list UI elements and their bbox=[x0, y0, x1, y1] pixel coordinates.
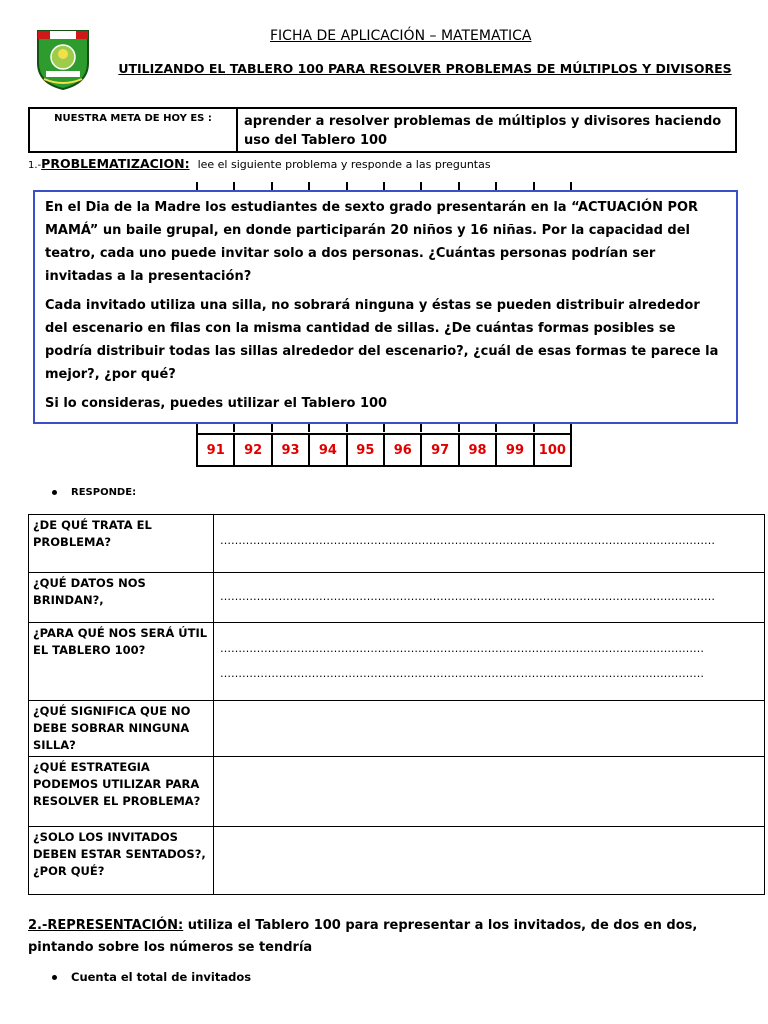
board-cell: 94 bbox=[310, 433, 347, 465]
answer-cell[interactable] bbox=[214, 623, 765, 701]
board-cell: 98 bbox=[460, 433, 497, 465]
section1-header bbox=[28, 156, 491, 171]
table-row bbox=[29, 515, 765, 573]
document-subtitle: UTILIZANDO EL TABLERO 100 PARA RESOLVER PROBLEMAS DE MÚLTIPLOS Y DIVISORES bbox=[118, 61, 732, 76]
question-cell: ¿QUÉ SIGNIFICA QUE NO DEBE SOBRAR NINGUNA SILLA? bbox=[29, 701, 214, 757]
table-row bbox=[29, 827, 765, 895]
responde-label: RESPONDE: bbox=[71, 487, 137, 498]
answer-cell[interactable] bbox=[214, 515, 765, 573]
board-last-row bbox=[196, 427, 572, 467]
table-row bbox=[29, 573, 765, 623]
section1-heading: PROBLEMATIZACION: bbox=[41, 156, 190, 171]
goal-text: aprender a resolver problemas de múltiplos y divisores haciendo uso del Tablero 100 bbox=[244, 114, 722, 148]
cuenta-label: Cuenta el total de invitados bbox=[71, 970, 252, 984]
goal-box bbox=[28, 107, 737, 153]
question-cell: ¿QUÉ DATOS NOS BRINDAN?, bbox=[29, 573, 214, 623]
responde-bullet bbox=[52, 487, 136, 498]
school-crest-logo bbox=[34, 27, 92, 91]
bullet-dot bbox=[52, 975, 57, 980]
section1-instruction: lee el siguiente problema y responde a las preguntas bbox=[197, 158, 491, 171]
board-cell: 95 bbox=[348, 433, 385, 465]
document-title: FICHA DE APLICACIÓN – MATEMATICA bbox=[270, 28, 532, 44]
question-cell: ¿DE QUÉ TRATA EL PROBLEMA? bbox=[29, 515, 214, 573]
board-cell: 92 bbox=[235, 433, 272, 465]
board-cell: 100 bbox=[535, 433, 570, 465]
problem-box bbox=[33, 190, 738, 424]
board-cell: 96 bbox=[385, 433, 422, 465]
board-cell: 91 bbox=[198, 433, 235, 465]
answer-dots: ……………………………………………………………………………………………………………………… bbox=[220, 534, 715, 547]
answer-dots: …………………………………………………………………………………………………………………… bbox=[220, 667, 704, 680]
answer-dots: ……………………………………………………………………………………………………………………… bbox=[220, 590, 715, 603]
answer-dots: …………………………………………………………………………………………………………………… bbox=[220, 642, 704, 655]
section1-number: 1.- bbox=[28, 160, 42, 171]
board-cell: 97 bbox=[422, 433, 459, 465]
question-cell: ¿QUÉ ESTRATEGIA PODEMOS UTILIZAR PARA RESOLVER EL PROBLEMA? bbox=[29, 757, 214, 827]
question-text-2: ¿POR QUÉ? bbox=[33, 864, 105, 878]
board-cell: 99 bbox=[497, 433, 534, 465]
answer-cell[interactable] bbox=[214, 827, 765, 895]
board-cell: 93 bbox=[273, 433, 310, 465]
goal-label: NUESTRA META DE HOY ES : bbox=[30, 109, 238, 151]
cuenta-bullet bbox=[52, 970, 251, 984]
problem-paragraph-1: En el Dia de la Madre los estudiantes de sexto grado presentarán en la “ACTUACIÓN POR MAMÁ” un baile grupal, en donde participarán 20 niños y 16 niñas. Por la capacidad del teatro, cada uno puede invitar solo a dos personas. ¿Cuántas personas podrían ser invitadas a la presentación? bbox=[45, 200, 699, 284]
table-row bbox=[29, 757, 765, 827]
question-text: ¿SOLO LOS INVITADOS DEBEN ESTAR SENTADOS?, bbox=[33, 830, 206, 861]
table-row bbox=[29, 623, 765, 701]
table-row bbox=[29, 701, 765, 757]
question-cell: ¿PARA QUÉ NOS SERÁ ÚTIL EL TABLERO 100? bbox=[29, 623, 214, 701]
section2 bbox=[28, 915, 748, 959]
answer-cell[interactable] bbox=[214, 757, 765, 827]
questions-table bbox=[28, 514, 765, 895]
answer-cell[interactable] bbox=[214, 701, 765, 757]
bullet-dot bbox=[52, 490, 57, 495]
problem-paragraph-3: Si lo consideras, puedes utilizar el Tablero 100 bbox=[45, 396, 388, 411]
section2-text: utiliza el Tablero 100 para representar a los invitados, de dos en dos, pintando sobre los números se tendría bbox=[28, 918, 698, 955]
question-cell bbox=[29, 827, 214, 895]
answer-cell[interactable] bbox=[214, 573, 765, 623]
problem-paragraph-2: Cada invitado utiliza una silla, no sobrará ninguna y éstas se pueden distribuir alrededor del escenario en filas con la misma cantidad de sillas. ¿De cuántas formas posibles se podría distribuir todas las sillas alrededor del escenario?, ¿cuál de esas formas te parece la mejor?, ¿por qué? bbox=[45, 298, 719, 382]
section2-heading: 2.-REPRESENTACIÓN: bbox=[28, 918, 184, 933]
